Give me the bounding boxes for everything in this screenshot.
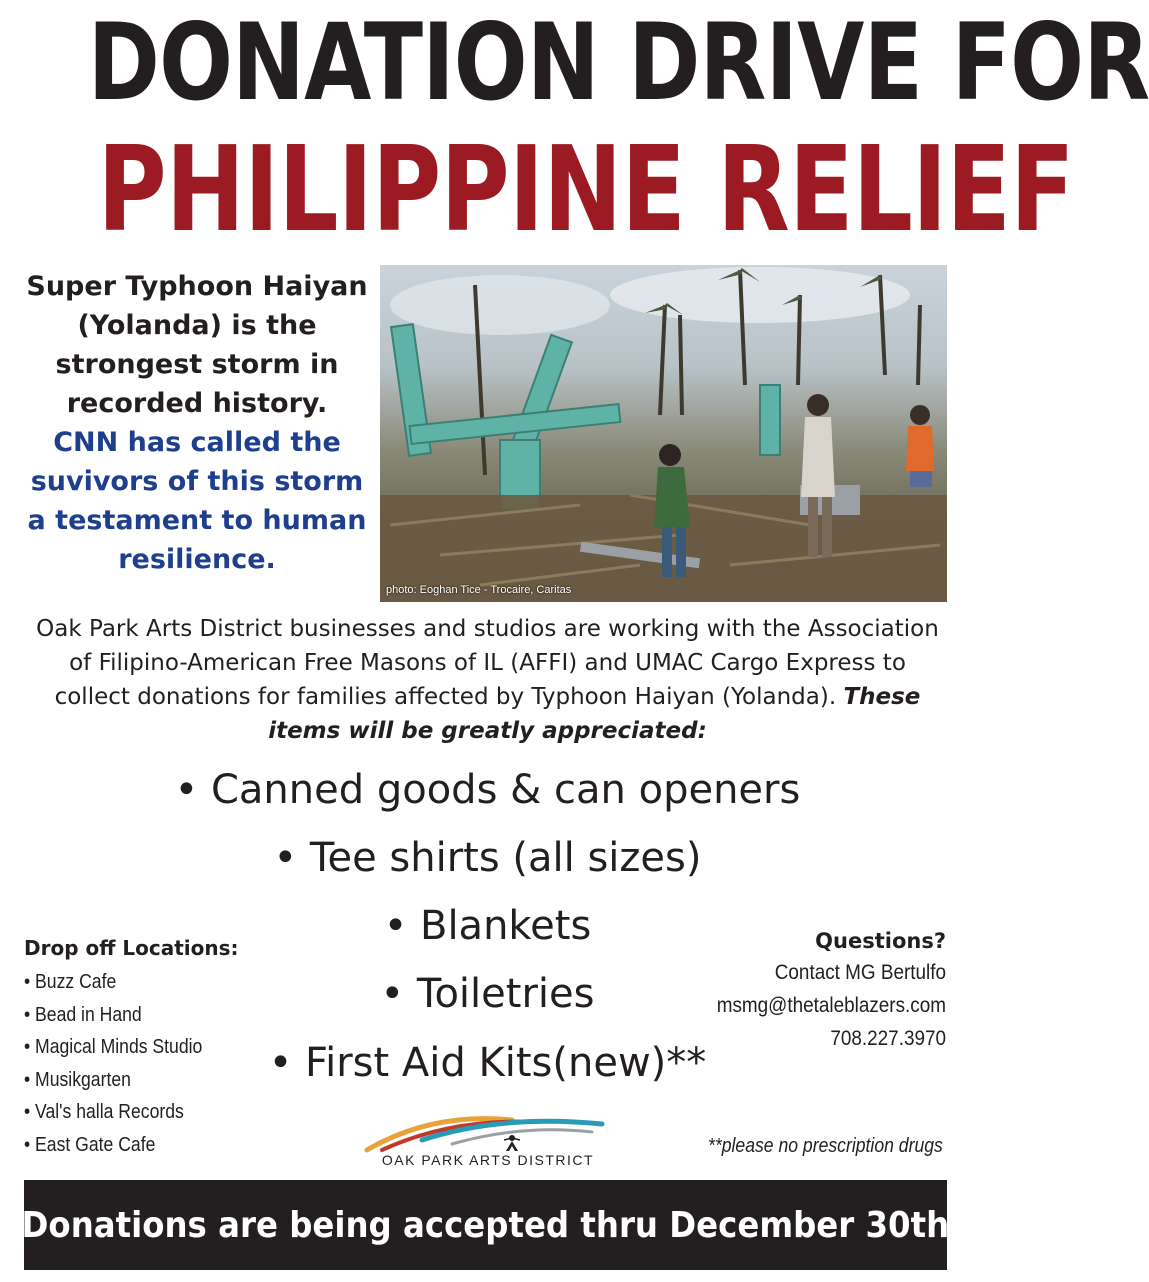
dropoff-location: • Val's halla Records: [24, 1101, 184, 1123]
dropoff-location: • Musikgarten: [24, 1068, 131, 1091]
title-line-1: DONATION DRIVE FOR: [87, 1, 1149, 124]
oak-park-arts-district-logo: [362, 1110, 614, 1172]
donation-item: • Canned goods & can openers: [174, 767, 801, 813]
donation-item: • Toiletries: [380, 971, 595, 1017]
title-line-2: PHILIPPINE RELIEF: [97, 120, 1074, 258]
body-text: Oak Park Arts District businesses and studios are working with the Association of Filipino-American Free Masons of IL (AFFI) and UMAC Cargo Express to collect donations for families affected by Typhoon Haiyan (Yolanda).: [36, 616, 939, 710]
dropoff-location: • Magical Minds Studio: [24, 1036, 203, 1058]
swoosh-arts-logo-icon: [362, 1110, 614, 1154]
intro-block: [22, 267, 372, 579]
footnote: **please no prescription drugs: [708, 1135, 943, 1157]
dropoff-list: [24, 966, 284, 1161]
dropoff-location: • Buzz Cafe: [24, 971, 117, 993]
contact-phone[interactable]: 708.227.3970: [830, 1027, 946, 1050]
dropoff-location: • East Gate Cafe: [24, 1133, 156, 1156]
donation-item: • Blankets: [383, 903, 592, 949]
banner-text: Donations are being accepted thru December 30th: [21, 1204, 950, 1246]
dropoff-location: • Bead in Hand: [24, 1003, 142, 1026]
logo-text: OAK PARK ARTS DISTRICT: [381, 1152, 595, 1168]
body-paragraph: [30, 612, 945, 748]
body-emphasis: These items will be greatly appreciated:: [268, 684, 921, 744]
donation-item: • Tee shirts (all sizes): [273, 835, 702, 881]
photo-illustration: [380, 265, 947, 602]
intro-dark-text: Super Typhoon Haiyan (Yolanda) is the strongest storm in recorded history.: [26, 271, 368, 419]
intro-blue-text: CNN has called the suvivors of this storm a testament to human resilience.: [27, 427, 367, 575]
donation-item: • First Aid Kits(new)**: [268, 1040, 707, 1086]
photo-credit: photo: Eoghan Tice - Trocaire, Caritas: [386, 584, 572, 596]
dropoff-locations: [24, 934, 284, 1161]
contact-name: Contact MG Bertulfo: [774, 961, 946, 984]
questions-title: Questions?: [815, 929, 946, 953]
contact-email[interactable]: msmg@thetaleblazers.com: [716, 994, 946, 1017]
questions-contact: [646, 926, 946, 1055]
footer-banner: [21, 1180, 950, 1270]
dropoff-title: Drop off Locations:: [24, 936, 239, 960]
typhoon-damage-photo: [380, 265, 947, 602]
